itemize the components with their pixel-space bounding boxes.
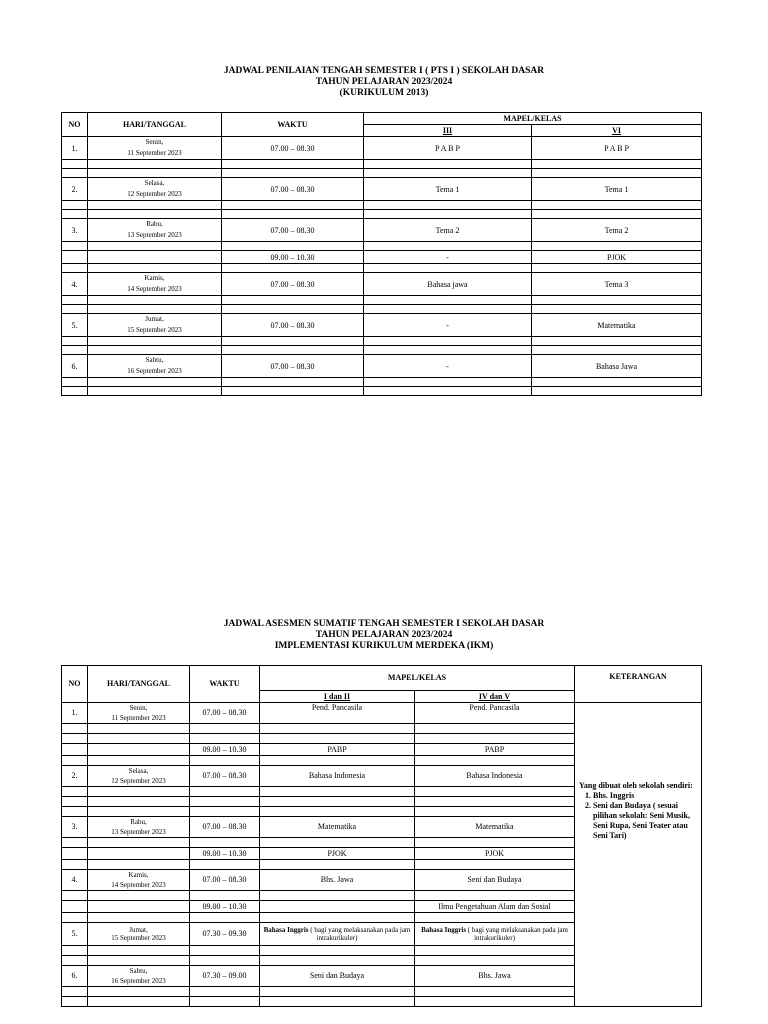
row-subject-b: PJOK [532, 251, 702, 264]
row-subject-b: Tema 2 [532, 219, 702, 242]
row-no: 6. [62, 966, 88, 987]
row-subject-b: Bahasa Jawa [532, 355, 702, 378]
row-time: 07.30 – 09.30 [190, 923, 260, 946]
table-row [62, 355, 702, 378]
row-subject-b: Ilmu Pengetahuan Alam dan Sosial [415, 901, 575, 913]
pts-heading [0, 66, 768, 99]
row-no: 4. [62, 273, 88, 296]
row-time: 07.00 – 08.30 [190, 870, 260, 891]
row-subject-b: Tema 1 [532, 178, 702, 201]
row-subject-b: Bahasa Indonesia [415, 766, 575, 787]
table-header-row [62, 666, 702, 691]
table-row [62, 264, 702, 273]
date-value: 13 September 2023 [127, 231, 182, 239]
header-day: HARI/TANGGAL [88, 113, 222, 137]
day-name: Kamis, [144, 274, 165, 282]
row-no: 2. [62, 766, 88, 787]
row-subject-a: Seni dan Budaya [260, 966, 415, 987]
table-row [62, 219, 702, 242]
row-subject-a: P A B P [364, 137, 532, 160]
row-no: 1. [62, 137, 88, 160]
row-time: 07.30 – 09.00 [190, 966, 260, 987]
row-time: 07.00 – 08.30 [222, 273, 364, 296]
day-name: Senin, [145, 138, 164, 146]
table-row [62, 387, 702, 396]
table-row [62, 346, 702, 355]
row-time: 09.00 – 10.30 [190, 744, 260, 756]
date-value: 13 September 2023 [111, 828, 166, 836]
pts-schedule-table [61, 112, 702, 396]
row-no: 5. [62, 314, 88, 337]
row-date [88, 314, 222, 337]
row-date [88, 870, 190, 891]
row-no: 2. [62, 178, 88, 201]
date-value: 15 September 2023 [127, 326, 182, 334]
header-day: HARI/TANGGAL [88, 666, 190, 703]
row-time: 07.00 – 08.30 [222, 137, 364, 160]
table-row [62, 337, 702, 346]
date-value: 16 September 2023 [111, 977, 166, 985]
row-subject-a: - [364, 355, 532, 378]
row-subject-a: Tema 1 [364, 178, 532, 201]
row-subject-a [260, 901, 415, 913]
row-no: 6. [62, 355, 88, 378]
notes-intro: Yang dibuat oleh sekolah sendiri: [579, 781, 693, 790]
table-row [62, 137, 702, 160]
table-row [62, 378, 702, 387]
row-time: 07.00 – 08.30 [222, 219, 364, 242]
row-subject-a [260, 923, 415, 946]
date-value: 11 September 2023 [111, 714, 166, 722]
row-no [62, 251, 88, 264]
subject-bold: Bahasa Inggris [263, 926, 309, 934]
asts-heading [0, 619, 768, 652]
row-subject-b: Seni dan Budaya [415, 870, 575, 891]
table-row [62, 242, 702, 251]
date-value: 14 September 2023 [111, 881, 166, 889]
header-time: WAKTU [190, 666, 260, 703]
notes-item: 2. Seni dan Budaya ( sesuai pilihan sekolah: Seni Musik, Seni Rupa, Seni Teater atau Seni Tari) [593, 801, 699, 841]
row-time: 09.00 – 10.30 [190, 848, 260, 860]
row-time: 07.00 – 08.30 [190, 703, 260, 724]
row-time: 09.00 – 10.30 [222, 251, 364, 264]
row-subject-a: PABP [260, 744, 415, 756]
row-date [88, 966, 190, 987]
date-value: 12 September 2023 [127, 190, 182, 198]
row-date [88, 273, 222, 296]
day-name: Jumat, [145, 315, 164, 323]
row-no: 1. [62, 703, 88, 724]
date-value: 16 September 2023 [127, 367, 182, 375]
day-name: Sabtu, [129, 967, 148, 975]
row-date [88, 817, 190, 838]
table-row [62, 178, 702, 201]
day-name: Jumat, [129, 926, 148, 934]
asts-title: JADWAL ASESMEN SUMATIF TENGAH SEMESTER I SEKOLAH DASAR [223, 619, 545, 629]
row-time: 07.00 – 08.30 [190, 766, 260, 787]
row-date [88, 178, 222, 201]
row-subject-b [415, 923, 575, 946]
row-date [88, 744, 190, 756]
row-subject-b: Bhs. Jawa [415, 966, 575, 987]
day-name: Selasa, [128, 767, 149, 775]
row-subject-b: Pend. Pancasila [415, 703, 575, 724]
row-subject-a: Bahasa jawa [364, 273, 532, 296]
date-value: 15 September 2023 [111, 934, 166, 942]
notes-item: 1. Bhs. Inggris [593, 791, 699, 801]
date-value: 12 September 2023 [111, 777, 166, 785]
table-row [62, 273, 702, 296]
table-row [62, 210, 702, 219]
asts-year: TAHUN PELAJARAN 2023/2024 [315, 630, 453, 640]
row-subject-b: PABP [415, 744, 575, 756]
row-date [88, 901, 190, 913]
pts-curriculum: (KURIKULUM 2013) [339, 88, 429, 98]
header-subject-group: MAPEL/KELAS [260, 666, 575, 691]
header-subject-group: MAPEL/KELAS [364, 113, 702, 125]
row-date [88, 219, 222, 242]
row-time: 07.00 – 08.30 [222, 314, 364, 337]
row-date [88, 703, 190, 724]
row-no [62, 848, 88, 860]
asts-curriculum: IMPLEMENTASI KURIKULUM MERDEKA (IKM) [274, 641, 494, 651]
asts-schedule-table [61, 665, 702, 1007]
header-class-a: I dan II [260, 691, 415, 703]
date-value: 11 September 2023 [127, 149, 182, 157]
row-subject-a: Tema 2 [364, 219, 532, 242]
row-date [88, 923, 190, 946]
row-time: 07.00 – 08.30 [222, 178, 364, 201]
row-no [62, 901, 88, 913]
row-subject-a: PJOK [260, 848, 415, 860]
notes-list [579, 791, 699, 841]
row-subject-b: Tema 3 [532, 273, 702, 296]
table-row [62, 201, 702, 210]
notes-cell [575, 703, 702, 1007]
day-name: Rabu, [130, 818, 147, 826]
table-header-row [62, 113, 702, 125]
subject-note: ( bagi yang melaksanakan pada jam intrakurikuler) [466, 926, 568, 942]
row-date [88, 251, 222, 264]
row-subject-a: - [364, 251, 532, 264]
table-row [62, 169, 702, 178]
row-subject-a: Bhs. Jawa [260, 870, 415, 891]
row-subject-a: Bahasa Indonesia [260, 766, 415, 787]
date-value: 14 September 2023 [127, 285, 182, 293]
day-name: Senin, [129, 704, 148, 712]
table-row [62, 314, 702, 337]
table-row [62, 305, 702, 314]
table-row [62, 251, 702, 264]
table-row [62, 296, 702, 305]
row-subject-b: Matematika [532, 314, 702, 337]
day-name: Rabu, [146, 220, 163, 228]
day-name: Selasa, [144, 179, 165, 187]
header-no: NO [62, 666, 88, 703]
row-subject-b: P A B P [532, 137, 702, 160]
row-subject-b: PJOK [415, 848, 575, 860]
pts-year: TAHUN PELAJARAN 2023/2024 [315, 77, 453, 87]
header-no: NO [62, 113, 88, 137]
row-no: 3. [62, 219, 88, 242]
row-date [88, 355, 222, 378]
header-class-b: IV dan V [415, 691, 575, 703]
row-no: 3. [62, 817, 88, 838]
header-time: WAKTU [222, 113, 364, 137]
header-class-b: VI [532, 125, 702, 137]
row-subject-a: Matematika [260, 817, 415, 838]
day-name: Kamis, [128, 871, 149, 879]
row-date [88, 848, 190, 860]
row-no: 4. [62, 870, 88, 891]
subject-note: ( bagi yang melaksanakan pada jam intrakurikuler) [308, 926, 411, 942]
header-notes: KETERANGAN [575, 666, 702, 703]
row-date [88, 766, 190, 787]
day-name: Sabtu, [145, 356, 164, 364]
table-row [62, 160, 702, 169]
row-no: 5. [62, 923, 88, 946]
subject-bold: Bahasa Inggris [421, 926, 467, 934]
row-subject-a: Pend. Pancasila [260, 703, 415, 724]
row-date [88, 137, 222, 160]
row-time: 09.00 – 10.30 [190, 901, 260, 913]
row-subject-a: - [364, 314, 532, 337]
row-subject-b: Matematika [415, 817, 575, 838]
header-class-a: III [364, 125, 532, 137]
table-row [62, 703, 702, 724]
row-time: 07.00 – 08.30 [190, 817, 260, 838]
row-time: 07.00 – 08.30 [222, 355, 364, 378]
row-no [62, 744, 88, 756]
pts-title: JADWAL PENILAIAN TENGAH SEMESTER I ( PTS I ) SEKOLAH DASAR [223, 66, 545, 76]
